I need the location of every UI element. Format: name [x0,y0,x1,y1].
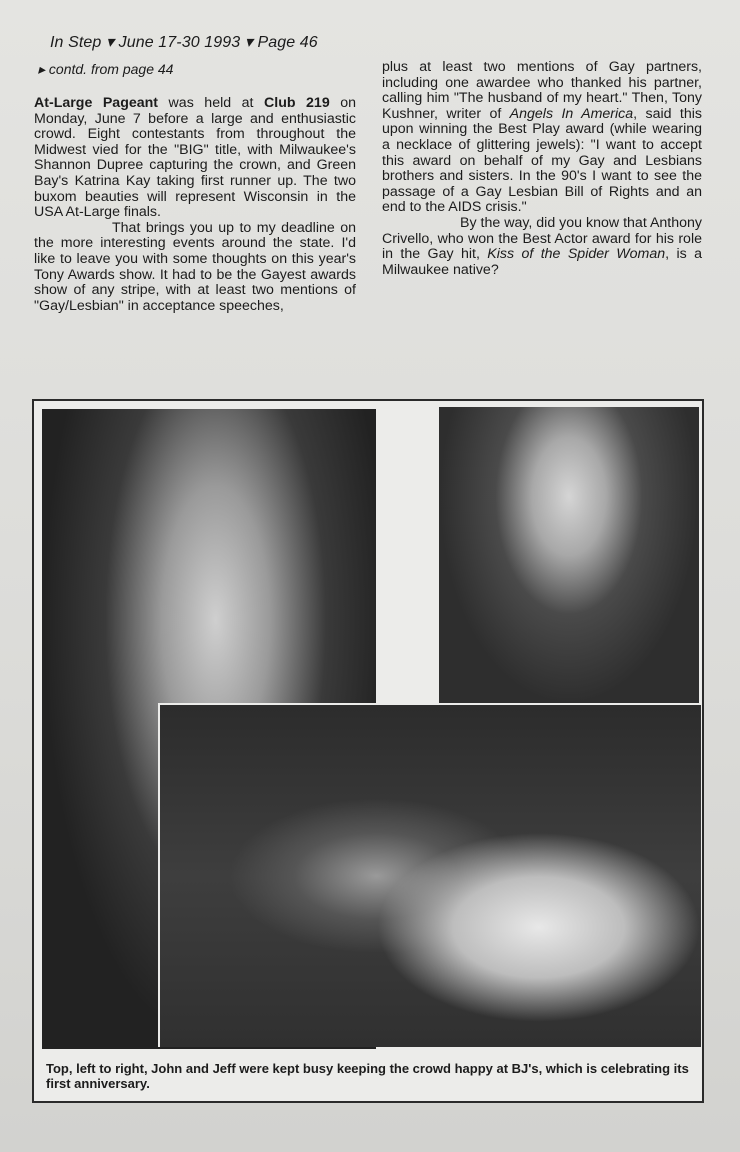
paragraph-kushner: plus at least two mentions of Gay partners, including one awardee who thanked his partner, calling him "The husband of my heart." Then, Tony Kushner, writer of Angels In America, said this upon winning the Best Play award (while wearing a necklace of glittering jewels): "I want to accept this award on behalf of my Gay and Lesbians brothers and sisters. In the 90's I want to see the passage of a Gay Lesbian Bill of Rights and an end to the AIDS crisis." [382,59,702,216]
running-head: In Step ▾ June 17-30 1993 ▾ Page 46 [50,34,318,51]
continued-from-note: ▸ contd. from page 44 [38,61,174,77]
article-column-left [34,96,356,314]
paragraph-crivello: By the way, did you know that Anthony Crivello, who won the Best Actor award for his role in the Gay hit, Kiss of the Spider Woman, is a Milwaukee native? [382,214,702,278]
pageant-name: At-Large Pageant [34,95,159,111]
article-column-right [382,60,702,278]
paragraph-tony-awards: That brings you up to my deadline on the more interesting events around the state. I'd like to leave you with some thoughts on this year's Tony Awards show. It had to be the Gayest awards show of any stripe, with at least two mentions of "Gay/Lesbian" in acceptance speeches, [34,219,356,314]
play-title: Angels In America [509,105,634,122]
photo-caption: Top, left to right, John and Jeff were kept busy keeping the crowd happy at BJ's, which is celebrating its first anniversary. [46,1061,689,1091]
musical-title: Kiss of the Spider Woman [487,246,666,263]
photo-crowd [158,703,701,1047]
paragraph-pageant: At-Large Pageant was held at Club 219 on Monday, June 7 before a large and enthusiastic crowd. Eight contestants from throughout the Midwest vied for the "BIG" title, with Milwaukee's Shannon Dupree capturing the crown, and Green Bay's Katrina Kay taking first runner up. The two buxom beauties will represent Wisconsin in the USA At-Large finals. [34,95,357,221]
photo-jeff [439,407,699,705]
photo-box [32,399,704,1103]
club-name: Club 219 [264,95,330,111]
